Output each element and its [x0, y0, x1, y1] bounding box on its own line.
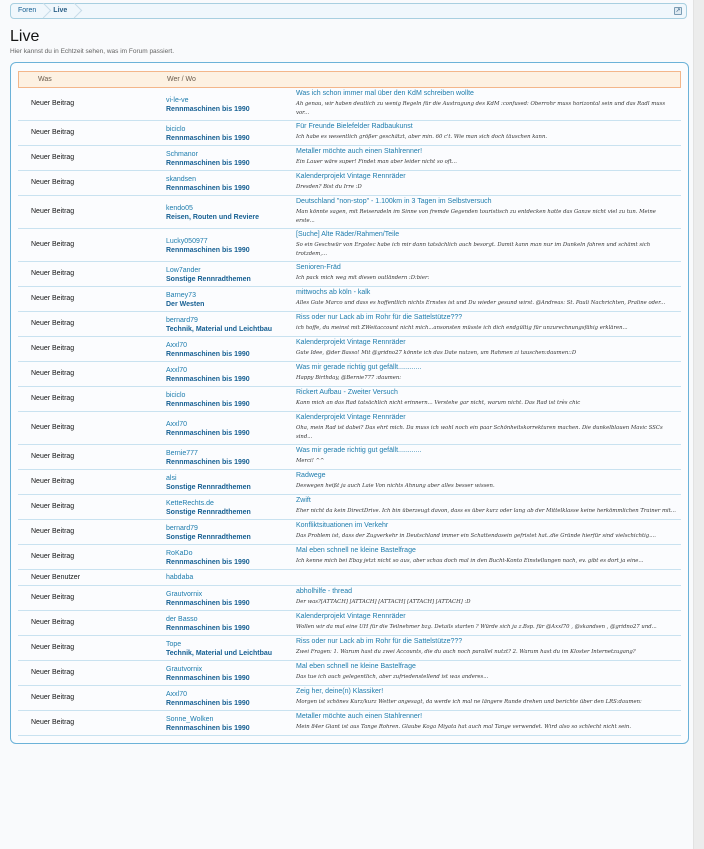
- post-snippet: ich hoffe, du meinst mit ZWeitaccount nicht mich...ansonsten müsste ich dich endgültig für unzurechnungsfähig erklären...: [296, 325, 628, 331]
- content-cell: [296, 89, 681, 118]
- forum-link[interactable]: Reisen, Routen und Reviere: [166, 213, 259, 221]
- page-scrollbar[interactable]: [693, 0, 704, 849]
- post-snippet: Gute Idee, @der Basso! Mit @gridno27 könnte ich das Date nutzen, um Rahmen zi tauschen:daumen::D: [296, 350, 577, 356]
- who-where-cell: [166, 496, 296, 517]
- activity-type-label: Neuer Beitrag: [31, 719, 75, 726]
- post-snippet: Oha, mein Rad ist dabei? Das ehrt mich. Da muss ich wohl noch ein paar Schönheitskorrekturen machen. Die dunkelblauen Mavic SSCs sind...: [296, 425, 663, 440]
- activity-type-label: Neuer Beitrag: [31, 129, 75, 136]
- content-cell: [296, 496, 681, 517]
- table-row: [18, 88, 681, 121]
- activity-type-label: Neuer Beitrag: [31, 619, 75, 626]
- page-container: [10, 3, 687, 744]
- forum-link[interactable]: Rennmaschinen bis 1990: [166, 624, 250, 632]
- forum-link[interactable]: Sonstige Rennradthemen: [166, 483, 251, 491]
- activity-type: [18, 172, 166, 193]
- table-row: [18, 686, 681, 711]
- forum-link[interactable]: Rennmaschinen bis 1990: [166, 350, 250, 358]
- user-link[interactable]: biciclo: [166, 125, 186, 133]
- activity-type: [18, 496, 166, 517]
- activity-type-label: Neuer Benutzer: [31, 573, 81, 581]
- thread-link[interactable]: Metaller möchte auch einen Stahlrenner!: [296, 148, 423, 155]
- user-link[interactable]: skandsen: [166, 175, 196, 183]
- activity-type: [18, 263, 166, 284]
- content-cell: [296, 521, 681, 542]
- table-row: [18, 520, 681, 545]
- content-cell: [296, 147, 681, 168]
- table-row: [18, 661, 681, 686]
- content-cell: [296, 230, 681, 259]
- who-where-cell: [166, 230, 296, 259]
- post-snippet: Merci! ^^: [296, 458, 325, 464]
- thread-link[interactable]: Zwift: [296, 497, 311, 504]
- thread-link[interactable]: Riss oder nur Lack ab im Rohr für die Sattelstütze???: [296, 314, 463, 321]
- table-row: [18, 196, 681, 229]
- activity-list: [18, 88, 681, 736]
- content-cell: [296, 172, 681, 193]
- table-row: [18, 262, 681, 287]
- table-row: [18, 229, 681, 262]
- forum-link[interactable]: Rennmaschinen bis 1990: [166, 105, 250, 113]
- table-row: [18, 337, 681, 362]
- post-snippet: Das Problem ist, dass der Zugverkehr in Deutschland immer ein Schattendasein gefristet hat..die Gründe hierfür sind vielschichtig....: [296, 533, 656, 539]
- post-snippet: Kann mich an das Rad tatsächlich nicht erinnern... Verstehe gar nicht, warum nicht. Das Rad ist très chic: [296, 400, 581, 406]
- post-snippet: Morgen ist schönes Kurz/kurz Wetter angesagt, da werde ich mal ne längere Runde drehen und berichte über den LRS:daumen:: [296, 699, 642, 705]
- activity-type: [18, 471, 166, 492]
- user-link[interactable]: bernard79: [166, 316, 198, 324]
- who-where-cell: [166, 662, 296, 683]
- post-snippet: Alles Gute Marco und dass es hoffentlich nichts Ernstes ist und Du wieder gesund wirst. @Andreas: St. Pauli Nachrichten, Praline oder...: [296, 300, 666, 306]
- activity-type: [18, 313, 166, 334]
- activity-type: [18, 122, 166, 143]
- forum-link[interactable]: Sonstige Rennradthemen: [166, 275, 251, 283]
- breadcrumb: [10, 3, 687, 19]
- activity-type-label: Neuer Beitrag: [31, 395, 75, 402]
- thread-link[interactable]: Für Freunde Bielefelder Radbaukunst: [296, 123, 413, 130]
- activity-type: [18, 546, 166, 567]
- forum-link[interactable]: Rennmaschinen bis 1990: [166, 400, 250, 408]
- thread-link[interactable]: Was mir gerade richtig gut gefällt............: [296, 364, 422, 371]
- forum-link[interactable]: Sonstige Rennradthemen: [166, 508, 251, 516]
- activity-type-label: Neuer Beitrag: [31, 669, 75, 676]
- thread-link[interactable]: Mal eben schnell ne kleine Bastelfrage: [296, 547, 416, 554]
- thread-link[interactable]: Deutschland "non-stop" - 1.100km in 3 Tagen im Selbstversuch: [296, 198, 492, 205]
- thread-link[interactable]: Metaller möchte auch einen Stahlrenner!: [296, 713, 423, 720]
- table-row: [18, 470, 681, 495]
- table-row: [18, 445, 681, 470]
- who-where-cell: [166, 471, 296, 492]
- forum-link[interactable]: Rennmaschinen bis 1990: [166, 134, 250, 142]
- activity-type: [18, 662, 166, 683]
- activity-type: [18, 587, 166, 608]
- thread-link[interactable]: [Suche] Alte Räder/Rahmen/Teile: [296, 231, 400, 238]
- who-where-cell: [166, 313, 296, 334]
- who-where-cell: [166, 687, 296, 708]
- table-row: [18, 611, 681, 636]
- user-link[interactable]: Grautvornix: [166, 665, 203, 673]
- post-snippet: Mein 84er Giant ist aus Tange Rohren. Glaube Koga Miyata hat auch mal Tange verwendet. Wird also so schlecht nicht sein.: [296, 724, 632, 730]
- user-link[interactable]: RoKaDo: [166, 549, 193, 557]
- who-where-cell: [166, 587, 296, 608]
- user-link[interactable]: Low7ander: [166, 266, 201, 274]
- thread-link[interactable]: Radwege: [296, 472, 326, 479]
- who-where-cell: [166, 122, 296, 143]
- activity-type-label: Neuer Beitrag: [31, 528, 75, 535]
- who-where-cell: [166, 363, 296, 384]
- user-link[interactable]: Sonne_Wolken: [166, 715, 214, 723]
- who-where-cell: [166, 388, 296, 409]
- activity-type: [18, 612, 166, 633]
- page-title: Live: [10, 28, 40, 45]
- user-link[interactable]: Barney73: [166, 291, 196, 299]
- table-row: [18, 545, 681, 570]
- who-where-cell: [166, 147, 296, 168]
- post-snippet: Ein Lauer wäre super! Findet man aber leider nicht so oft...: [296, 159, 457, 165]
- thread-link[interactable]: Senioren-Fräd: [296, 264, 341, 271]
- activity-type: [18, 288, 166, 309]
- table-row: [18, 287, 681, 312]
- user-link[interactable]: biciclo: [166, 391, 186, 399]
- activity-type-label: Neuer Beitrag: [31, 503, 75, 510]
- activity-type: [18, 338, 166, 359]
- post-snippet: So ein Geschwür von Ergotec habe ich mir dann tatsächlich auch besorgt. Damit kann man nur im Dunkeln fahren und schämt sich trotzdem,...: [296, 242, 651, 257]
- who-where-cell: [166, 446, 296, 467]
- user-link[interactable]: Axxl70: [166, 366, 188, 374]
- forum-link[interactable]: Rennmaschinen bis 1990: [166, 246, 250, 254]
- activity-type-label: Neuer Beitrag: [31, 370, 75, 377]
- content-cell: [296, 687, 681, 708]
- content-cell: [296, 546, 681, 567]
- thread-link[interactable]: Rickert Aufbau - Zweiter Versuch: [296, 389, 398, 396]
- thread-link[interactable]: abholhilfe - thread: [296, 588, 353, 595]
- forum-link[interactable]: Der Westen: [166, 300, 205, 308]
- content-cell: [296, 587, 681, 608]
- user-link[interactable]: vi-le-ve: [166, 96, 189, 104]
- table-row: [18, 711, 681, 736]
- page-subtitle: Hier kannst du in Echtzeit sehen, was im Forum passiert.: [10, 48, 175, 55]
- content-cell: [296, 446, 681, 467]
- post-snippet: Ich kenne mich bei Ebay jetzt nicht so aus, aber schau doch mal in den Bucht-Konto Einstellungen nach, ev. gibt es dort ja eine...: [296, 558, 644, 564]
- user-link[interactable]: Lucky050977: [166, 237, 208, 245]
- activity-type: [18, 363, 166, 384]
- activity-type: [18, 521, 166, 542]
- activity-type-label: Neuer Beitrag: [31, 644, 75, 651]
- activity-type-label: Neuer Beitrag: [31, 345, 75, 352]
- thread-link[interactable]: Was mir gerade richtig gut gefällt............: [296, 447, 422, 454]
- column-header-who-where: Wer / Wo: [167, 76, 196, 83]
- breadcrumb-item-forums[interactable]: Foren: [11, 4, 46, 18]
- content-cell: [296, 122, 681, 143]
- activity-type-label: Neuer Beitrag: [31, 154, 75, 161]
- forum-link[interactable]: Rennmaschinen bis 1990: [166, 699, 250, 707]
- who-where-cell: [166, 546, 296, 567]
- who-where-cell: [166, 712, 296, 733]
- content-cell: [296, 413, 681, 442]
- thread-link[interactable]: Was ich schon immer mal über den KdM schreiben wollte: [296, 90, 474, 97]
- activity-type-label: Neuer Beitrag: [31, 100, 75, 107]
- activity-type: [18, 388, 166, 409]
- activity-type-label: Neuer Beitrag: [31, 241, 75, 248]
- who-where-cell: [166, 89, 296, 118]
- user-link[interactable]: habdaba: [166, 573, 194, 581]
- user-link[interactable]: KetteRechts.de: [166, 499, 214, 507]
- post-snippet: Ich habe es wesentlich größer geschätzt, aber min. 60 c't. Wie man sich doch täuschen kann.: [296, 134, 548, 140]
- activity-type-label: Neuer Beitrag: [31, 453, 75, 460]
- forum-link[interactable]: Rennmaschinen bis 1990: [166, 724, 250, 732]
- activity-type-label: Neuer Beitrag: [31, 553, 75, 560]
- activity-type-label: Neuer Beitrag: [31, 295, 75, 302]
- activity-type-label: Neuer Beitrag: [31, 208, 75, 215]
- content-cell: [296, 288, 681, 309]
- table-row: [18, 312, 681, 337]
- user-link[interactable]: Schmanor: [166, 150, 198, 158]
- forum-link[interactable]: Rennmaschinen bis 1990: [166, 558, 250, 566]
- activity-type: [18, 197, 166, 226]
- who-where-cell: [166, 197, 296, 226]
- user-link[interactable]: Axxl70: [166, 690, 188, 698]
- forum-link[interactable]: Rennmaschinen bis 1990: [166, 184, 250, 192]
- table-row: [18, 636, 681, 661]
- user-link[interactable]: kendo05: [166, 204, 193, 212]
- post-snippet: Ich pack mich weg mit diesen outländern :D:bier:: [296, 275, 430, 281]
- activity-type: [18, 147, 166, 168]
- column-header-what: Was: [38, 76, 52, 83]
- content-cell: [296, 197, 681, 226]
- post-snippet: Der was?[ATTACH] [ATTACH] [ATTACH] [ATTACH] [ATTACH] :D: [296, 599, 471, 605]
- live-feed-panel: [10, 62, 689, 744]
- who-where-cell: [166, 571, 296, 583]
- user-link[interactable]: Tope: [166, 640, 182, 648]
- user-link[interactable]: bernard79: [166, 524, 198, 532]
- content-cell: [296, 388, 681, 409]
- thread-link[interactable]: Kalenderprojekt Vintage Rennräder: [296, 414, 406, 421]
- activity-type-label: Neuer Beitrag: [31, 179, 75, 186]
- jump-to-icon[interactable]: ↗: [675, 8, 681, 14]
- table-row: [18, 586, 681, 611]
- table-row: [18, 121, 681, 146]
- post-snippet: Ah genau, wir haben deutlich zu wenig Regeln für die Austragung des KdM :confused: Oberrohr muss horizontal sein und das Radl muss vor...: [296, 101, 666, 116]
- user-link[interactable]: der Basso: [166, 615, 198, 623]
- content-cell: [296, 612, 681, 633]
- activity-type-label: Neuer Beitrag: [31, 478, 75, 485]
- who-where-cell: [166, 172, 296, 193]
- table-row: [18, 570, 681, 586]
- post-snippet: Das tue ich auch gelegentlich, aber zufriedenstellend ist was anderes...: [296, 674, 489, 680]
- forum-link[interactable]: Rennmaschinen bis 1990: [166, 429, 250, 437]
- user-link[interactable]: Grautvornix: [166, 590, 203, 598]
- user-link[interactable]: Axxl70: [166, 341, 188, 349]
- activity-type: [18, 89, 166, 118]
- content-cell: [296, 662, 681, 683]
- post-snippet: Deswegen heißt ja auch Laie Von nichts Ahnung aber alles besser wissen.: [296, 483, 495, 489]
- activity-type: [18, 446, 166, 467]
- activity-type-label: Neuer Beitrag: [31, 270, 75, 277]
- table-header: [18, 71, 681, 88]
- activity-type: [18, 637, 166, 658]
- who-where-cell: [166, 637, 296, 658]
- post-snippet: Eher nicht da kein DirectDrive. Ich bin überzeugt davon, dass es über kurz oder lang ab der Mittelklasse keine herkömmlichen Trainer mit...: [296, 508, 676, 514]
- thread-link[interactable]: Kalenderprojekt Vintage Rennräder: [296, 613, 406, 620]
- thread-link[interactable]: mittwochs ab köln - kalk: [296, 289, 371, 296]
- table-row: [18, 362, 681, 387]
- content-cell: [296, 313, 681, 334]
- user-link[interactable]: Axxl70: [166, 420, 188, 428]
- breadcrumb-item-live[interactable]: Live: [46, 4, 77, 18]
- user-link[interactable]: alsi: [166, 474, 177, 482]
- thread-link[interactable]: Kalenderprojekt Vintage Rennräder: [296, 339, 406, 346]
- table-row: [18, 495, 681, 520]
- activity-type-label: Neuer Beitrag: [31, 694, 75, 701]
- thread-link[interactable]: Zeig her, deine(n) Klassiker!: [296, 688, 384, 695]
- who-where-cell: [166, 288, 296, 309]
- content-cell: [296, 712, 681, 733]
- who-where-cell: [166, 521, 296, 542]
- post-snippet: Wollen wir da mal eine UH für die Teilnehmer bzg. Details starten ? Würde sich ja z.Bsp. für @Axxl70 , @skandsen , @gridno27 und...: [296, 624, 657, 630]
- thread-link[interactable]: Riss oder nur Lack ab im Rohr für die Sattelstütze???: [296, 638, 463, 645]
- forum-link[interactable]: Rennmaschinen bis 1990: [166, 599, 250, 607]
- user-link[interactable]: Bernie777: [166, 449, 198, 457]
- table-row: [18, 387, 681, 412]
- content-cell: [296, 263, 681, 284]
- forum-link[interactable]: Rennmaschinen bis 1990: [166, 674, 250, 682]
- post-snippet: Happy Birthday, @Bernie777 :daumen:: [296, 375, 402, 381]
- forum-link[interactable]: Rennmaschinen bis 1990: [166, 375, 250, 383]
- post-snippet: Zwei Fragen: 1. Warum hast du zwei Accounts, die du auch noch parallel nutzt? 2. Warum hast du im Kloster Internetzugang?: [296, 649, 636, 655]
- forum-link[interactable]: Rennmaschinen bis 1990: [166, 159, 250, 167]
- activity-type: [18, 571, 166, 583]
- activity-type: [18, 413, 166, 442]
- activity-type-label: Neuer Beitrag: [31, 320, 75, 327]
- content-cell: [296, 363, 681, 384]
- activity-type: [18, 687, 166, 708]
- who-where-cell: [166, 263, 296, 284]
- content-cell: [296, 571, 681, 583]
- activity-type: [18, 230, 166, 259]
- who-where-cell: [166, 612, 296, 633]
- activity-type-label: Neuer Beitrag: [31, 594, 75, 601]
- table-row: [18, 412, 681, 445]
- content-cell: [296, 637, 681, 658]
- forum-link[interactable]: Sonstige Rennradthemen: [166, 533, 251, 541]
- post-snippet: Man könnte sagen, mit Reiseradeln im Sinne von fremde Gegenden touristisch zu entdecken hatte das Ganze nicht viel zu tun. Meine erste...: [296, 209, 656, 224]
- thread-link[interactable]: Konfliktsituationen im Verkehr: [296, 522, 389, 529]
- thread-link[interactable]: Mal eben schnell ne kleine Bastelfrage: [296, 663, 416, 670]
- table-row: [18, 171, 681, 196]
- forum-link[interactable]: Rennmaschinen bis 1990: [166, 458, 250, 466]
- thread-link[interactable]: Kalenderprojekt Vintage Rennräder: [296, 173, 406, 180]
- forum-link[interactable]: Technik, Material und Leichtbau: [166, 325, 273, 333]
- table-row: [18, 146, 681, 171]
- activity-type: [18, 712, 166, 733]
- activity-type-label: Neuer Beitrag: [31, 424, 75, 431]
- content-cell: [296, 338, 681, 359]
- who-where-cell: [166, 338, 296, 359]
- post-snippet: Dresden? Bist du Irre :D: [296, 184, 362, 190]
- forum-link[interactable]: Technik, Material und Leichtbau: [166, 649, 273, 657]
- content-cell: [296, 471, 681, 492]
- who-where-cell: [166, 413, 296, 442]
